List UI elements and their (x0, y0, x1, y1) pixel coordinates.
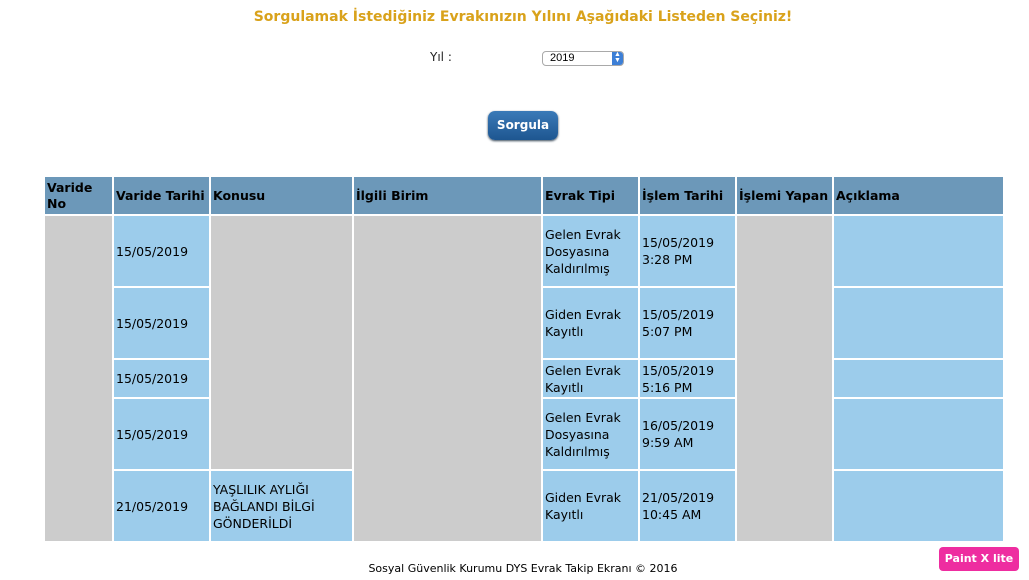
varide-tarihi-cell: 15/05/2019 (114, 288, 209, 358)
konusu-cell: YAŞLILIK AYLIĞI BAĞLANDI BİLGİ GÖNDERİLDİ (211, 471, 352, 541)
islemi-yapan-redacted (737, 216, 832, 541)
footer-text: Sosyal Güvenlik Kurumu DYS Evrak Takip Ekranı © 2016 (368, 562, 678, 575)
ilgili-birim-redacted (354, 216, 541, 541)
column-header: Açıklama (834, 177, 1003, 214)
evrak-tipi-cell: Gelen Evrak Kayıtlı (543, 360, 638, 397)
table-header-row (45, 177, 1003, 214)
aciklama-cell (834, 288, 1003, 358)
year-select[interactable] (542, 51, 624, 66)
chevron-updown-icon: ▲ ▼ (612, 52, 623, 65)
page-title: Sorgulamak İstediğiniz Evrakınızın Yılını Aşağıdaki Listeden Seçiniz! (253, 9, 793, 25)
column-header: Konusu (211, 177, 352, 214)
evrak-tipi-cell: Giden Evrak Kayıtlı (543, 288, 638, 358)
sorgula-button[interactable]: Sorgula (488, 111, 558, 140)
evrak-tipi-cell: Gelen Evrak Dosyasına Kaldırılmış (543, 216, 638, 286)
evrak-tipi-cell: Giden Evrak Kayıtlı (543, 471, 638, 541)
column-header: İlgili Birim (354, 177, 541, 214)
column-header: İşlemi Yapan (737, 177, 832, 214)
table-row (45, 216, 1003, 286)
varide-tarihi-cell: 15/05/2019 (114, 360, 209, 397)
aciklama-cell (834, 399, 1003, 469)
results-table (43, 175, 1005, 543)
islem-tarihi-cell: 16/05/2019 9:59 AM (640, 399, 735, 469)
konusu-redacted (211, 216, 352, 469)
islem-tarihi-cell: 15/05/2019 5:16 PM (640, 360, 735, 397)
islem-tarihi-cell: 21/05/2019 10:45 AM (640, 471, 735, 541)
column-header: İşlem Tarihi (640, 177, 735, 214)
aciklama-cell (834, 471, 1003, 541)
aciklama-cell (834, 360, 1003, 397)
year-select-value: 2019 (550, 52, 575, 64)
aciklama-cell (834, 216, 1003, 286)
varide-tarihi-cell: 21/05/2019 (114, 471, 209, 541)
column-header: Evrak Tipi (543, 177, 638, 214)
varide-tarihi-cell: 15/05/2019 (114, 216, 209, 286)
evrak-tipi-cell: Gelen Evrak Dosyasına Kaldırılmış (543, 399, 638, 469)
islem-tarihi-cell: 15/05/2019 5:07 PM (640, 288, 735, 358)
varide-tarihi-cell: 15/05/2019 (114, 399, 209, 469)
paint-x-lite-badge[interactable]: Paint X lite (939, 547, 1019, 571)
column-header: Varide No (45, 177, 112, 214)
year-label: Yıl : (430, 50, 452, 64)
varide-no-redacted (45, 216, 112, 541)
islem-tarihi-cell: 15/05/2019 3:28 PM (640, 216, 735, 286)
column-header: Varide Tarihi (114, 177, 209, 214)
